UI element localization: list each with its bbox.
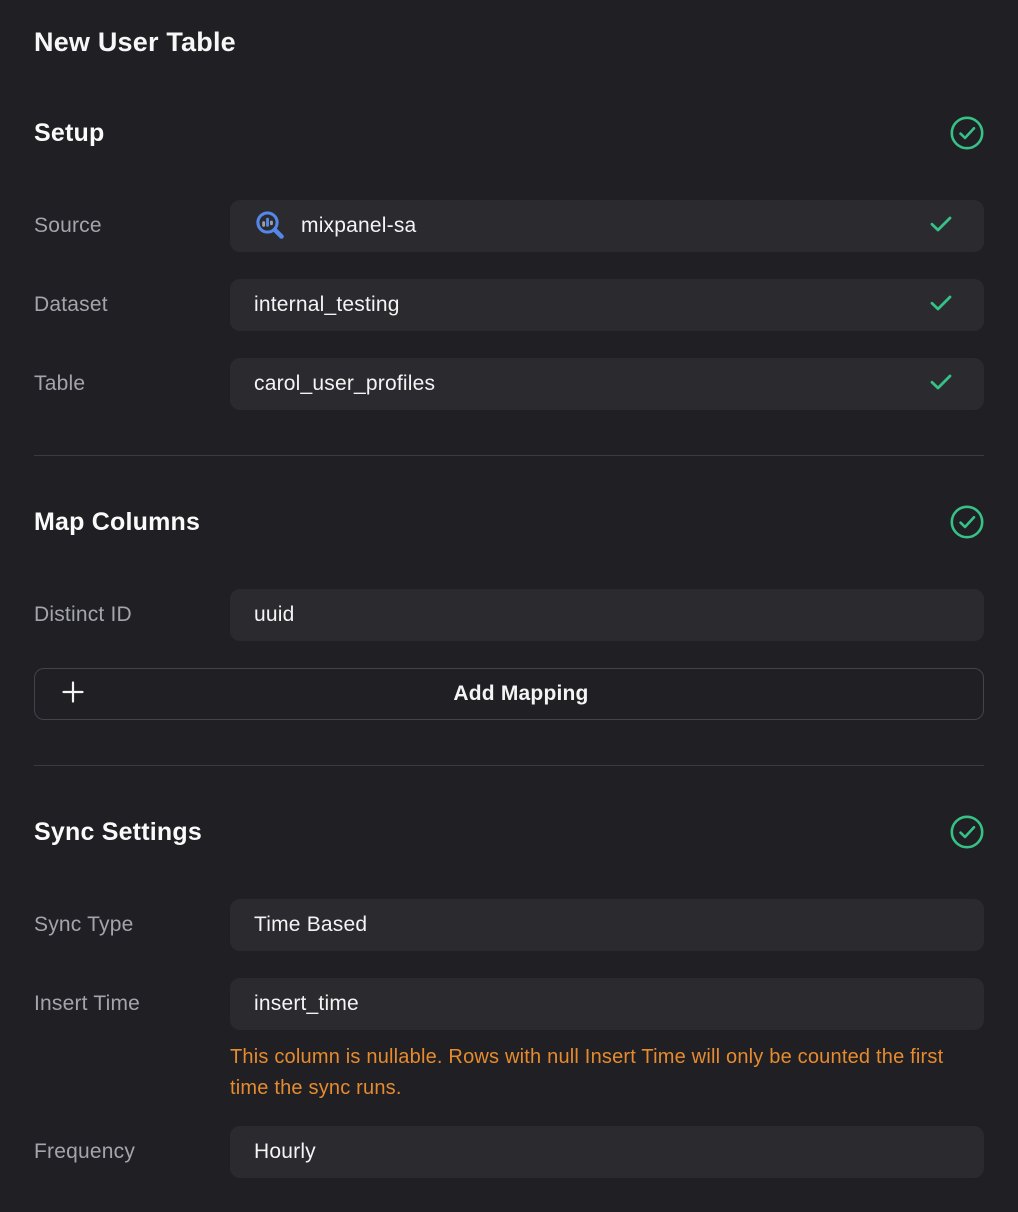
- distinct-id-label: Distinct ID: [34, 603, 132, 626]
- sync-type-row: [34, 899, 984, 951]
- insert-time-value: insert_time: [254, 992, 359, 1015]
- table-value: carol_user_profiles: [254, 372, 436, 395]
- distinct-id-select[interactable]: [230, 589, 984, 641]
- section-sync-settings-title: Sync Settings: [34, 817, 202, 846]
- insert-time-row: [34, 978, 984, 1104]
- table-row: [34, 358, 984, 410]
- table-select[interactable]: [230, 358, 984, 410]
- source-row: [34, 200, 984, 252]
- source-select[interactable]: [230, 200, 984, 252]
- check-circle-icon: [950, 116, 984, 150]
- section-map-columns-title: Map Columns: [34, 507, 201, 536]
- source-label: Source: [34, 214, 102, 237]
- section-divider: [34, 765, 984, 766]
- section-divider: [34, 455, 984, 456]
- sync-type-value: Time Based: [254, 913, 368, 936]
- distinct-id-row: [34, 589, 984, 641]
- dataset-select[interactable]: [230, 279, 984, 331]
- section-setup-header: [34, 116, 984, 150]
- check-icon: [930, 295, 952, 316]
- dataset-row: [34, 279, 984, 331]
- add-mapping-button[interactable]: [34, 668, 984, 720]
- add-mapping-label: Add Mapping: [453, 682, 589, 705]
- table-label: Table: [34, 372, 86, 395]
- frequency-label: Frequency: [34, 1140, 136, 1163]
- frequency-value: Hourly: [254, 1140, 316, 1163]
- bigquery-icon: [254, 209, 288, 243]
- plus-icon: [61, 680, 85, 709]
- sync-type-label: Sync Type: [34, 913, 134, 936]
- insert-time-select[interactable]: [230, 978, 984, 1030]
- section-setup: [34, 116, 984, 410]
- insert-time-nullable-warning: This column is nullable. Rows with null Insert Time will only be counted the first time the sync runs.: [230, 1046, 944, 1099]
- check-circle-icon: [950, 505, 984, 539]
- section-sync-settings: [34, 815, 984, 1178]
- dataset-label: Dataset: [34, 293, 108, 316]
- page-title: New User Table: [34, 27, 236, 57]
- section-sync-settings-header: [34, 815, 984, 849]
- section-map-columns: [34, 505, 984, 720]
- insert-time-label: Insert Time: [34, 992, 141, 1015]
- dataset-value: internal_testing: [254, 293, 400, 316]
- frequency-row: [34, 1126, 984, 1178]
- source-value: mixpanel-sa: [301, 214, 417, 237]
- check-icon: [930, 374, 952, 395]
- check-icon: [930, 216, 952, 237]
- frequency-select[interactable]: [230, 1126, 984, 1178]
- check-circle-icon: [950, 815, 984, 849]
- sync-type-select[interactable]: [230, 899, 984, 951]
- section-setup-title: Setup: [34, 118, 105, 147]
- section-map-columns-header: [34, 505, 984, 539]
- distinct-id-value: uuid: [254, 603, 295, 626]
